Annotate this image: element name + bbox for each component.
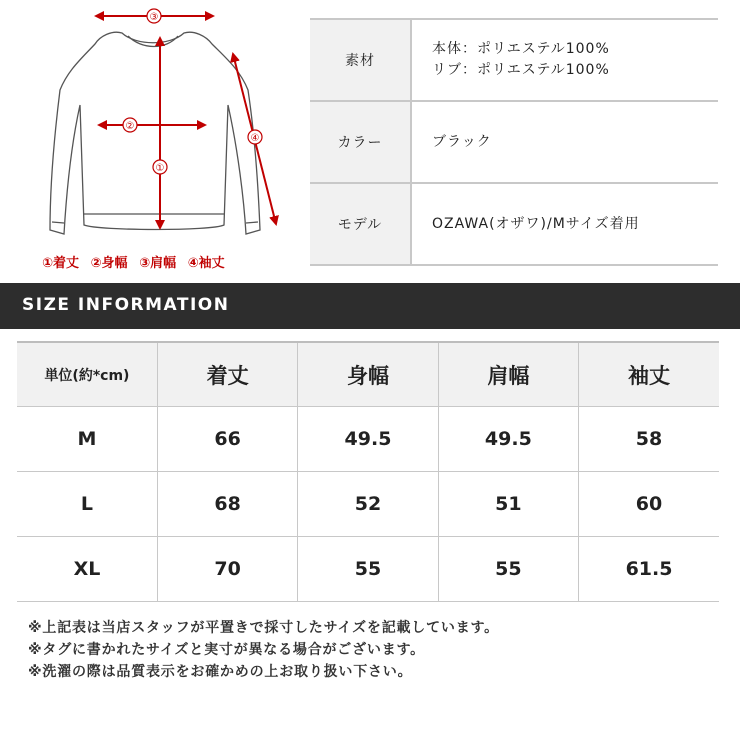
legend-shoulder: ③肩幅: [139, 256, 177, 271]
spec-label: モデル: [310, 183, 411, 265]
table-cell: 61.5: [579, 537, 719, 602]
sweatshirt-outline: [50, 32, 260, 234]
size-label: L: [17, 472, 157, 537]
marker-shoulder: ③: [149, 12, 159, 23]
table-cell: 66: [157, 407, 297, 472]
table-row: [17, 407, 719, 472]
table-cell: 60: [579, 472, 719, 537]
legend-sleeve: ④袖丈: [187, 256, 225, 271]
spec-value: [411, 101, 718, 183]
note-line: ※洗濯の際は品質表示をお確かめの上お取り扱い下さい。: [28, 664, 413, 680]
table-cell: 55: [298, 537, 438, 602]
notes: [28, 617, 499, 683]
measurement-legend: [42, 252, 232, 271]
unit-header: 単位(約*cm): [17, 342, 157, 407]
note-line: ※タグに書かれたサイズと実寸が異なる場合がございます。: [28, 642, 425, 658]
header-width: 身幅: [298, 342, 438, 407]
marker-sleeve: ④: [250, 133, 260, 144]
legend-length: ①着丈: [42, 256, 80, 271]
size-information-banner: [0, 283, 740, 329]
marker-length: ①: [155, 163, 165, 174]
table-cell: 51: [438, 472, 578, 537]
legend-width: ②身幅: [90, 256, 128, 271]
spec-value: [411, 183, 718, 265]
table-cell: 49.5: [298, 407, 438, 472]
banner-title: SIZE INFORMATION: [22, 295, 230, 315]
table-row: [17, 472, 719, 537]
header-length: 着丈: [157, 342, 297, 407]
header-sleeve: 袖丈: [579, 342, 719, 407]
marker-width: ②: [125, 121, 135, 132]
spec-line: OZAWA(オザワ)/Mサイズ着用: [432, 215, 640, 232]
spec-row-model: [310, 183, 718, 265]
table-row: [17, 537, 719, 602]
spec-line: ブラック: [432, 133, 492, 150]
table-cell: 70: [157, 537, 297, 602]
table-cell: 58: [579, 407, 719, 472]
spec-label: 素材: [310, 19, 411, 101]
spec-line: リブ：ポリエステル100%: [432, 62, 610, 78]
size-header-row: [17, 342, 719, 407]
size-table: [17, 341, 719, 602]
spec-row-color: [310, 101, 718, 183]
spec-label: カラー: [310, 101, 411, 183]
garment-diagram: [0, 0, 300, 280]
size-label: XL: [17, 537, 157, 602]
table-cell: 49.5: [438, 407, 578, 472]
spec-value: [411, 19, 718, 101]
header-shoulder: 肩幅: [438, 342, 578, 407]
table-cell: 68: [157, 472, 297, 537]
spec-table: [310, 18, 718, 266]
spec-row-material: [310, 19, 718, 101]
table-cell: 52: [298, 472, 438, 537]
note-line: ※上記表は当店スタッフが平置きで採寸したサイズを記載しています。: [28, 620, 499, 636]
spec-line: 本体：ポリエステル100%: [432, 41, 610, 57]
size-label: M: [17, 407, 157, 472]
table-cell: 55: [438, 537, 578, 602]
